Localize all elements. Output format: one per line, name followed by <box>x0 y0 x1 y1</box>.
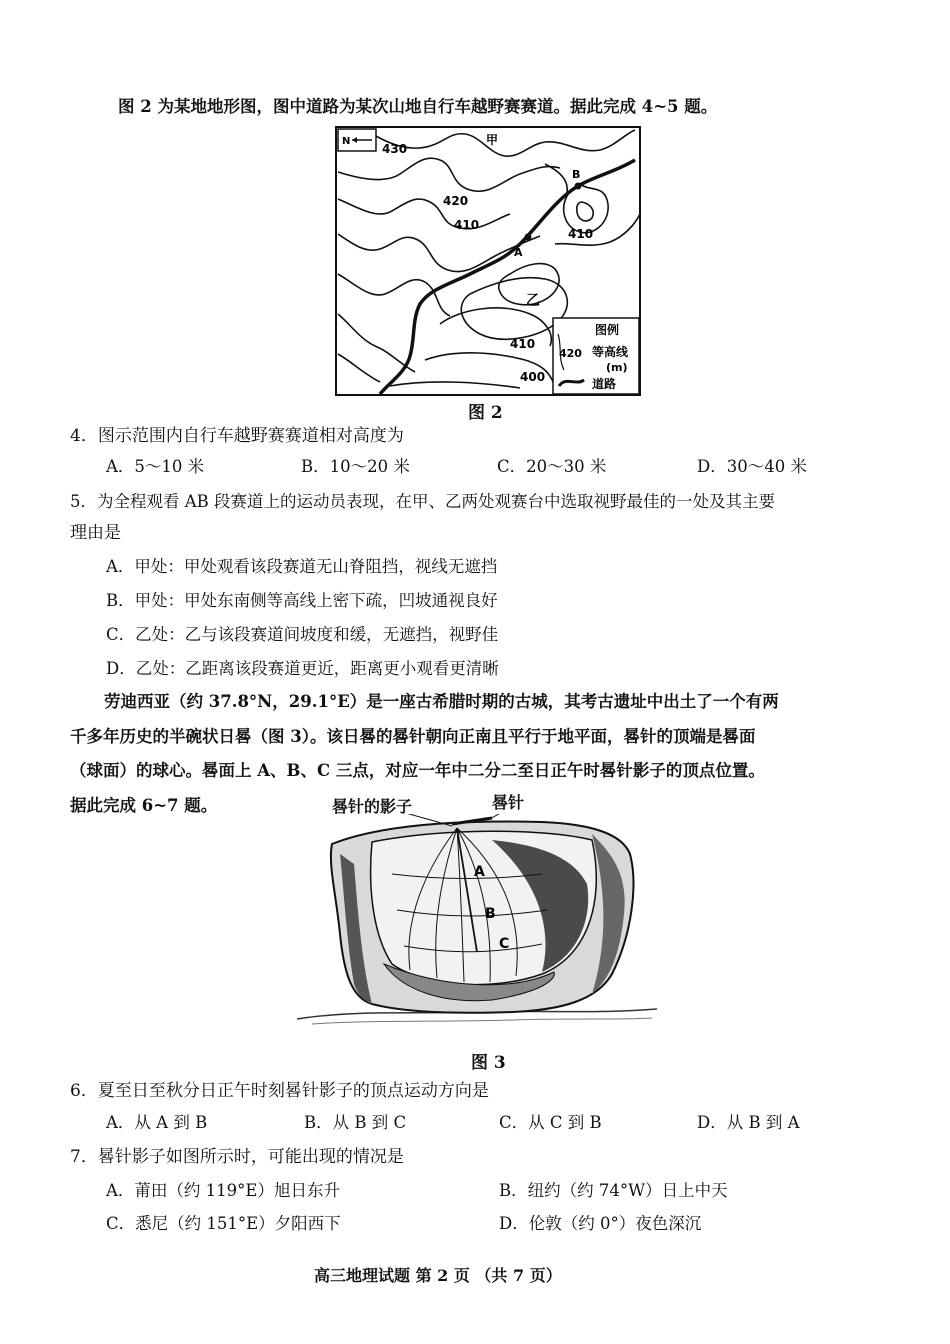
passage-line4: 据此完成 6~7 题。 <box>70 796 218 815</box>
point-b-marker <box>575 183 582 190</box>
q5-option-b: B．甲处：甲处东南侧等高线上密下疏，凹坡通视良好 <box>106 591 498 610</box>
passage-line3: （球面）的球心。晷面上 A、B、C 三点，对应一年中二分二至日正午时晷针影子的顶点位置。 <box>70 761 765 780</box>
q4-option-b: B．10～20 米 <box>301 457 410 476</box>
q6-option-b: B．从 B 到 C <box>304 1113 407 1132</box>
point-a-label: A <box>514 246 523 259</box>
q6-option-a: A．从 A 到 B <box>106 1113 208 1132</box>
sundial-illustration <box>292 814 662 1029</box>
contour-label-420: 420 <box>443 194 469 208</box>
fig3-point-b: B <box>485 906 496 922</box>
contour-label-400: 400 <box>520 370 546 384</box>
fig2-caption: 图 2 <box>468 403 503 423</box>
q4-option-c: C．20～30 米 <box>497 457 607 476</box>
contour-label-410-east: 410 <box>568 227 594 241</box>
q7-option-b: B．纽约（约 74°W）日上中天 <box>499 1181 728 1200</box>
fig3-point-a: A <box>474 864 485 880</box>
legend-title: 图例 <box>595 323 620 337</box>
q6-option-d: D．从 B 到 A <box>697 1113 800 1132</box>
q4-option-a: A．5～10 米 <box>106 457 205 476</box>
passage-line2: 千多年历史的半碗状日晷（图 3）。该日晷的晷针朝向正南且平行于地平面，晷针的顶端是晷面 <box>70 727 756 746</box>
fig3-point-c: C <box>499 936 510 952</box>
q7-option-a: A．莆田（约 119°E）旭日东升 <box>106 1181 340 1200</box>
legend-road-text: 道路 <box>592 377 617 391</box>
topographic-map <box>330 124 645 399</box>
q7-option-d: D．伦敦（约 0°）夜色深沉 <box>499 1214 702 1233</box>
legend-contour-value: 420 <box>559 347 582 360</box>
north-label: N <box>342 136 351 147</box>
q7-option-c: C．悉尼（约 151°E）夕阳西下 <box>106 1214 341 1233</box>
site-yi-label: 乙 <box>526 293 540 309</box>
q6-option-c: C．从 C 到 B <box>499 1113 602 1132</box>
legend-unit: (m) <box>606 361 628 374</box>
contour-label-410-west: 410 <box>454 218 480 232</box>
fig3-label-gnomon: 晷针 <box>492 793 525 812</box>
intro-fig2: 图 2 为某地地形图，图中道路为某次山地自行车越野赛赛道。据此完成 4~5 题。 <box>118 97 718 116</box>
q5-option-c: C．乙处：乙与该段赛道间坡度和缓，无遮挡，视野佳 <box>106 625 499 644</box>
point-a-marker <box>525 234 532 241</box>
contour-label-430: 430 <box>382 142 408 156</box>
fig3-caption: 图 3 <box>471 1053 506 1073</box>
q4-option-d: D．30～40 米 <box>697 457 807 476</box>
map-legend <box>553 318 639 394</box>
q5-option-d: D．乙处：乙距离该段赛道更近，距离更小观看更清晰 <box>106 659 499 678</box>
q6-stem: 6．夏至日至秋分日正午时刻晷针影子的顶点运动方向是 <box>70 1081 489 1101</box>
point-b-label: B <box>572 168 581 181</box>
q5-stem-line1: 5．为全程观看 AB 段赛道上的运动员表现，在甲、乙两处观赛台中选取视野最佳的一处及其主要 <box>70 492 776 511</box>
site-jia-label: 甲 <box>486 133 499 147</box>
q5-stem-line2: 理由是 <box>70 523 121 543</box>
q5-option-a: A．甲处：甲处观看该段赛道无山脊阻挡，视线无遮挡 <box>106 557 498 576</box>
passage-line1: 劳迪西亚（约 37.8°N，29.1°E）是一座古希腊时期的古城，其考古遗址中出土了一个有两 <box>104 692 779 711</box>
q7-stem: 7．晷针影子如图所示时，可能出现的情况是 <box>70 1147 404 1167</box>
fig3-label-shadow: 晷针的影子 <box>332 797 413 816</box>
q4-stem: 4．图示范围内自行车越野赛赛道相对高度为 <box>70 426 404 446</box>
page-footer: 高三地理试题 第 2 页 （共 7 页） <box>314 1266 562 1285</box>
contour-label-410-south: 410 <box>510 337 536 351</box>
legend-contour-text: 等高线 <box>592 345 629 359</box>
